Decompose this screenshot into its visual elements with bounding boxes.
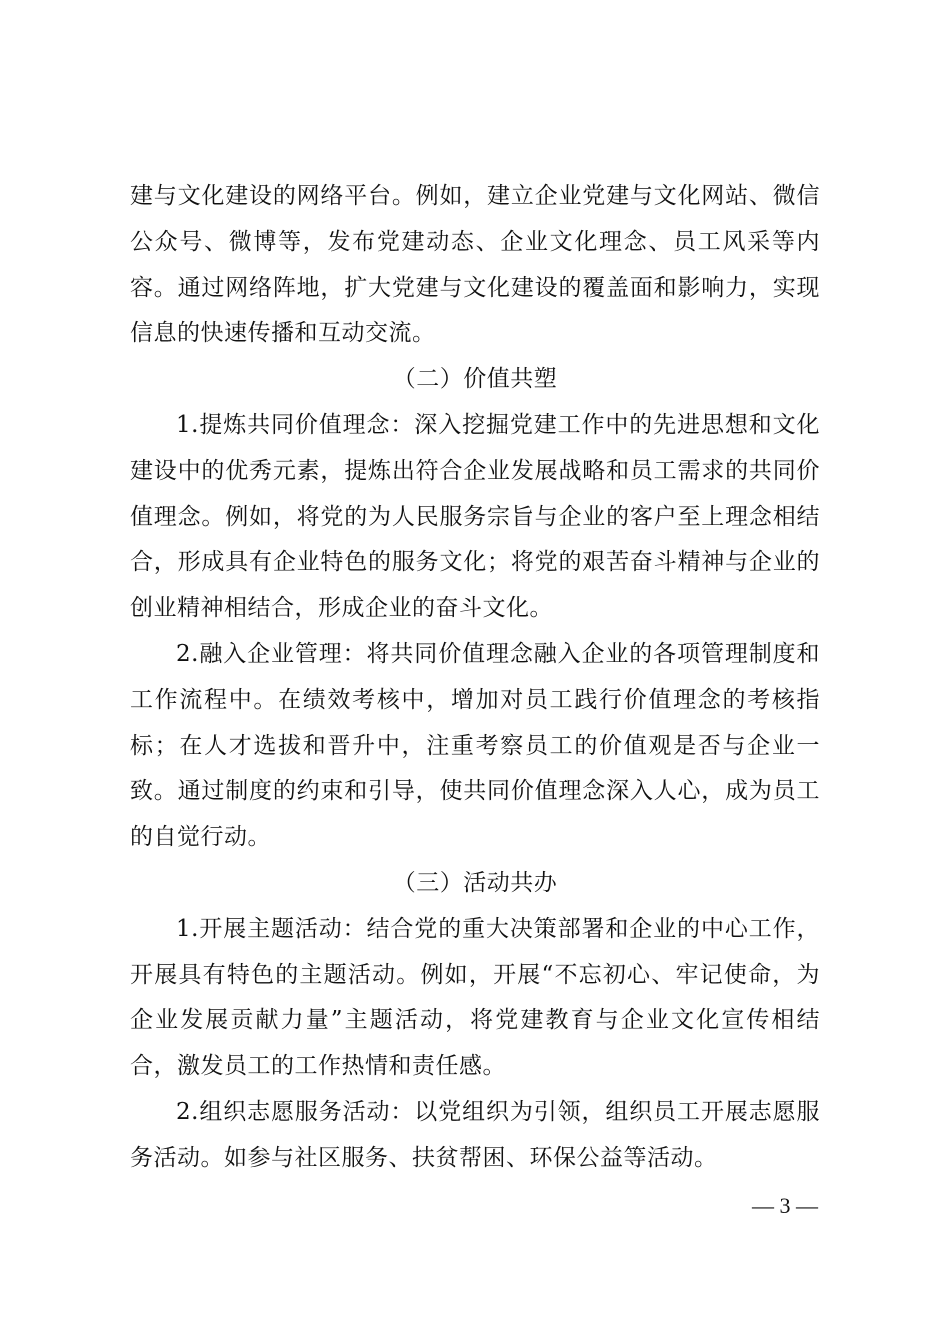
section-heading-value-shaping: （二）价值共塑 — [392, 366, 558, 393]
paragraph-integrate-management: 2.融入企业管理：将共同价值理念融入企业的各项管理制度和工作流程中。在绩效考核中，增加对员工践行价值理念的考核指标；在人才选拔和晋升中，注重考察员工的价值观是否与企业一致。通过制度的约束和引导，使共同价值理念深入人心，成为员工的自觉行动。 — [130, 640, 820, 851]
page-number: — 3 — — [752, 1193, 818, 1218]
paragraph-theme-activities: 1.开展主题活动：结合党的重大决策部署和企业的中心工作，开展具有特色的主题活动。例如，开展“不忘初心、牢记使命，为企业发展贡献力量”主题活动，将党建教育与企业文化宣传相结合，激发员工的工作热情和责任感。 — [130, 915, 820, 1080]
paragraph-refine-values: 1.提炼共同价值理念：深入挖掘党建工作中的先进思想和文化建设中的优秀元素，提炼出符合企业发展战略和员工需求的共同价值理念。例如，将党的为人民服务宗旨与企业的客户至上理念相结合，形成具有企业特色的服务文化；将党的艰苦奋斗精神与企业的创业精神相结合，形成企业的奋斗文化。 — [130, 411, 820, 622]
paragraph-network-platform: 建与文化建设的网络平台。例如，建立企业党建与文化网站、微信公众号、微博等，发布党建动态、企业文化理念、员工风采等内容。通过网络阵地，扩大党建与文化建设的覆盖面和影响力，实现信息的快速传播和互动交流。 — [130, 183, 820, 347]
section-heading-joint-activities: （三）活动共办 — [392, 869, 558, 896]
document-body — [130, 174, 820, 1182]
paragraph-volunteer-activities: 2.组织志愿服务活动：以党组织为引领，组织员工开展志愿服务活动。如参与社区服务、扶贫帮困、环保公益等活动。 — [130, 1098, 820, 1171]
